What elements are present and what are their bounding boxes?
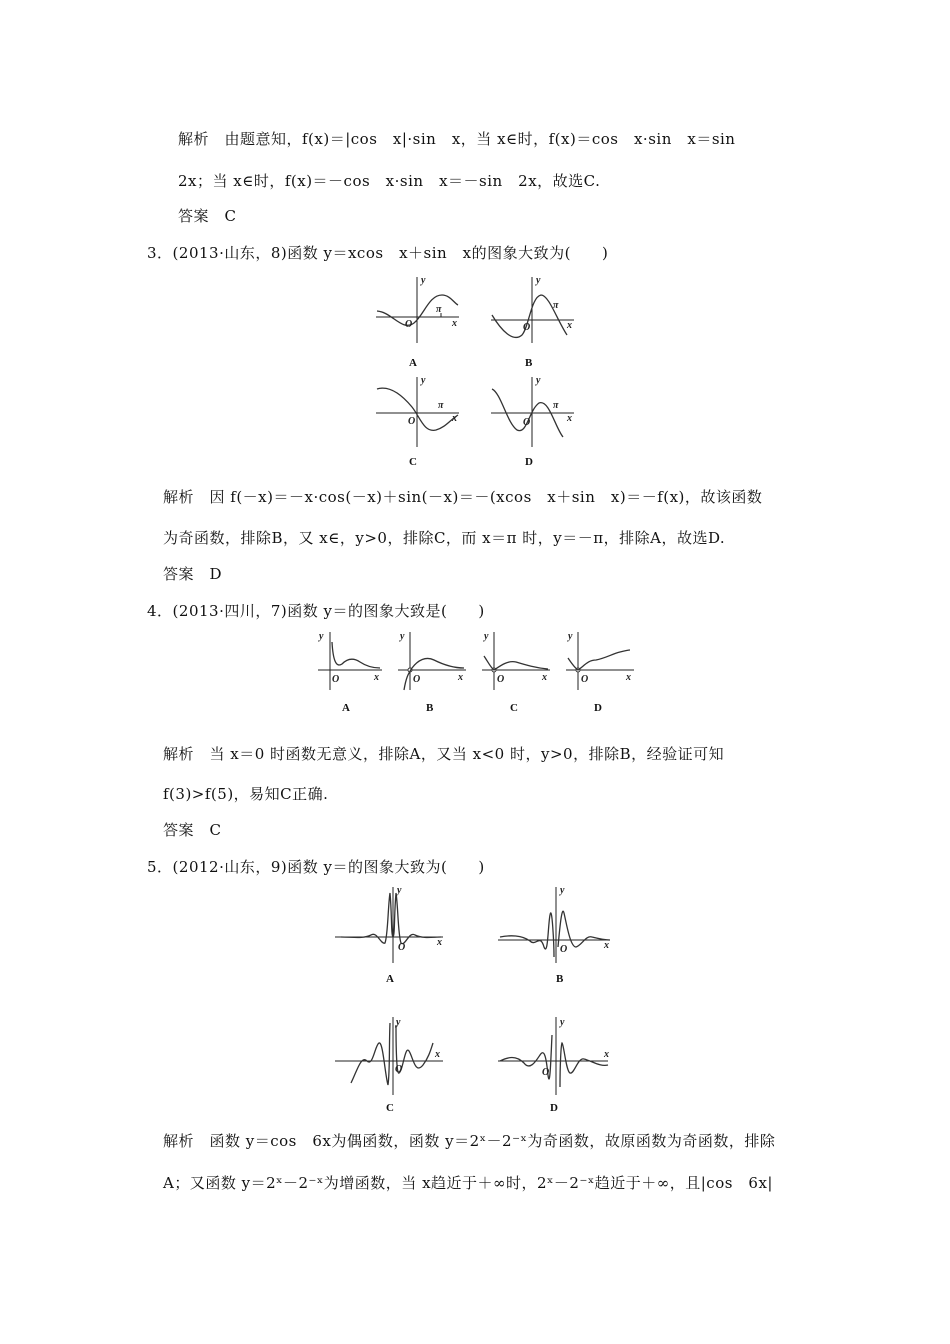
q2-answer: 答案 C <box>178 207 237 225</box>
q5-option-a: A <box>386 973 394 985</box>
q3d-pi: π <box>553 400 559 411</box>
q4c-y-label: y <box>484 631 489 642</box>
q4a-origin: O <box>332 674 340 685</box>
q3-graph-b <box>489 275 581 345</box>
q3b-y-label: y <box>536 275 541 286</box>
q5d-origin: O <box>542 1067 550 1078</box>
q3d-x-label: x <box>567 413 572 424</box>
q3-option-a: A <box>409 357 417 369</box>
q4a-y-label: y <box>319 631 324 642</box>
q4b-x-label: x <box>458 672 463 683</box>
q5b-origin: O <box>560 944 568 955</box>
q5-analysis-line2: A；又函数 y＝2ˣ－2⁻ˣ为增函数，当 x趋近于＋∞时，2ˣ－2⁻ˣ趋近于＋∞，且|cos 6x| <box>163 1174 773 1192</box>
q3-graph-c <box>374 375 466 450</box>
q5-option-d: D <box>550 1102 558 1114</box>
q5c-y-label: y <box>396 1017 401 1028</box>
q3d-origin: O <box>523 417 531 428</box>
q4-option-d: D <box>594 702 602 714</box>
q5-graph-a <box>333 885 448 965</box>
q3-option-c: C <box>409 456 417 468</box>
q3-answer: 答案 D <box>163 565 223 583</box>
q3-option-d: D <box>525 456 533 468</box>
q5-graph-c <box>333 1015 448 1097</box>
q4-analysis-line2: f(3)>f(5)，易知C正确. <box>163 785 329 803</box>
q5-graph-d <box>496 1015 614 1097</box>
q3c-pi: π <box>438 400 444 411</box>
q4a-x-label: x <box>374 672 379 683</box>
q3b-x-label: x <box>567 320 572 331</box>
q3-question: 3．(2013·山东，8)函数 y＝xcos x＋sin x的图象大致为( ) <box>147 244 609 262</box>
q5-analysis-line1: 解析 函数 y＝cos 6x为偶函数，函数 y＝2ˣ－2⁻ˣ为奇函数，故原函数为奇函数，排除 <box>163 1132 776 1150</box>
q5a-origin: O <box>398 942 406 953</box>
q3-option-b: B <box>525 357 533 369</box>
q5d-y-label: y <box>560 1017 565 1028</box>
q3c-x-label: x <box>452 413 457 424</box>
q5-graph-b <box>496 885 614 965</box>
q5a-y-label: y <box>397 885 402 896</box>
q4-analysis-line1: 解析 当 x＝0 时函数无意义，排除A，又当 x<0 时，y>0，排除B，经验证可知 <box>163 745 725 763</box>
q4-question: 4．(2013·四川，7)函数 y＝的图象大致是( ) <box>147 602 485 620</box>
q4-option-b: B <box>426 702 434 714</box>
q3a-y-label: y <box>421 275 426 286</box>
q3a-origin: O <box>405 319 413 330</box>
q4-graph-c <box>480 630 555 692</box>
q3-analysis-line1: 解析 因 f(－x)＝－x·cos(－x)＋sin(－x)＝－(xcos x＋sin x)＝－f(x)，故该函数 <box>163 488 763 506</box>
q4d-origin: O <box>581 674 589 685</box>
q3-graph-d <box>489 375 581 450</box>
q4-graph-d <box>564 630 639 692</box>
q3-analysis-line2: 为奇函数，排除B，又 x∈，y>0，排除C，而 x＝π 时，y＝－π，排除A，故选D. <box>163 529 726 547</box>
q5-option-c: C <box>386 1102 394 1114</box>
q5a-x-label: x <box>437 937 442 948</box>
q5c-origin: O <box>395 1064 403 1075</box>
q3d-y-label: y <box>536 375 541 386</box>
q4b-y-label: y <box>400 631 405 642</box>
q5b-x-label: x <box>604 940 609 951</box>
q4-graph-b <box>396 630 471 692</box>
q5b-y-label: y <box>560 885 565 896</box>
q3b-origin: O <box>523 322 531 333</box>
q5d-x-label: x <box>604 1049 609 1060</box>
q4d-y-label: y <box>568 631 573 642</box>
q3c-y-label: y <box>421 375 426 386</box>
q5-question: 5．(2012·山东，9)函数 y＝的图象大致为( ) <box>147 858 485 876</box>
q4-answer: 答案 C <box>163 821 222 839</box>
q2-analysis-line1: 解析 由题意知，f(x)＝|cos x|·sin x，当 x∈时，f(x)＝cos x·sin x＝sin <box>178 130 736 148</box>
q5c-x-label: x <box>435 1049 440 1060</box>
q4c-origin: O <box>497 674 505 685</box>
q5-option-b: B <box>556 973 564 985</box>
q3-graph-a <box>374 275 466 345</box>
q2-analysis-line2: 2x；当 x∈时，f(x)＝－cos x·sin x＝－sin 2x，故选C. <box>178 172 601 190</box>
q4d-x-label: x <box>626 672 631 683</box>
q3a-x-label: x <box>452 318 457 329</box>
q4b-origin: O <box>413 674 421 685</box>
q4c-x-label: x <box>542 672 547 683</box>
q3c-origin: O <box>408 416 416 427</box>
q4-option-a: A <box>342 702 350 714</box>
q3b-pi: π <box>553 300 559 311</box>
q3a-pi: π <box>436 304 442 315</box>
q4-graph-a <box>312 630 387 692</box>
q4-option-c: C <box>510 702 518 714</box>
